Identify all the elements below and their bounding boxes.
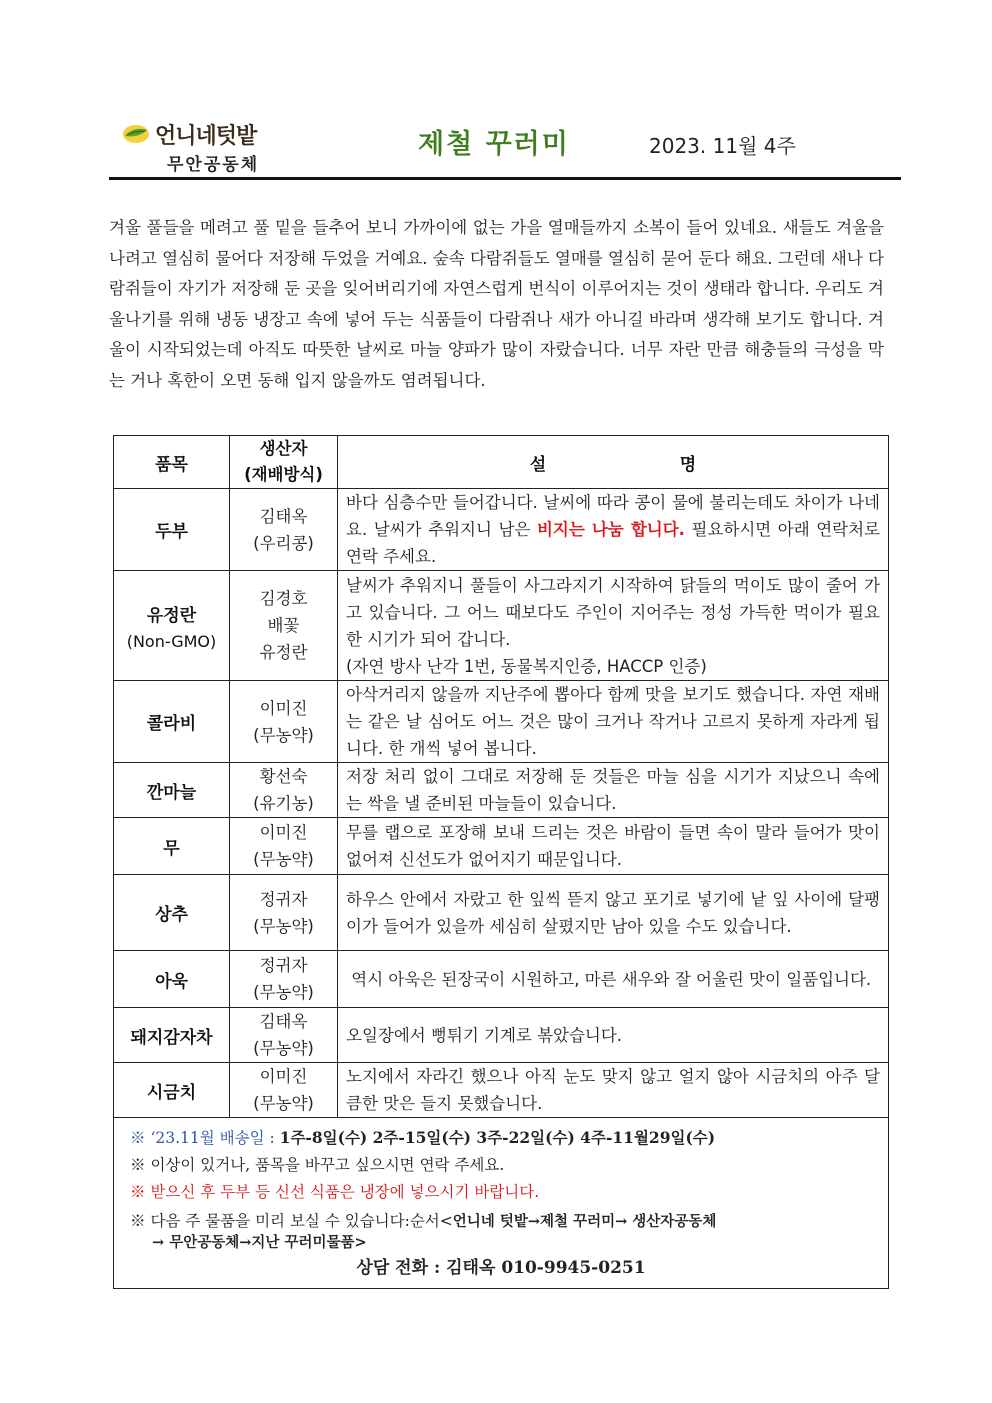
producer-name: 정귀자 bbox=[259, 889, 308, 909]
table-row bbox=[114, 1063, 889, 1118]
producer-name: 정귀자 bbox=[259, 956, 308, 975]
col-header-description bbox=[338, 436, 889, 489]
issue-date: 2023. 11월 4주 bbox=[649, 134, 796, 158]
cultivation-method: (무농약) bbox=[253, 1094, 314, 1113]
header-divider bbox=[109, 177, 901, 180]
logo-subtitle: 무안공동체 bbox=[167, 155, 260, 175]
col-header-producer-label: 생산자 bbox=[259, 439, 308, 458]
contact-note-text: 이상이 있거나, 품목을 바꾸고 싶으시면 연락 주세요. bbox=[150, 1156, 505, 1174]
storage-note bbox=[130, 1179, 872, 1206]
item-name: 무 bbox=[114, 818, 230, 875]
table-header-row bbox=[114, 436, 889, 489]
producer-name: 김태옥 bbox=[259, 506, 308, 526]
note-mark: ※ bbox=[130, 1212, 146, 1230]
highlight-text: 비지는 나눔 합니다. bbox=[536, 520, 685, 539]
item-description bbox=[338, 489, 889, 571]
intro-paragraph: 겨울 풀들을 메려고 풀 밑을 들추어 보니 가까이에 없는 가을 열매들까지 소복이 들어 있네요. 새들도 겨울을 나려고 열심히 물어다 저장해 두었을 거예요. 숲속 다람쥐들도 열매를 열심히 묻어 둔다 해요. 그런데 새나 다람쥐들이 자기가 저장해 둔 곳을 잊어버리기에 자연스럽게 번식이 이루어지는 것이 생태라 합니다. 우리도 겨울나기를 위해 냉동 냉장고 속에 넣어 두는 식품들이 다람쥐나 새가 아니길 바라며 생각해 보기도 합니다. 겨울이 시작되었는데 아직도 따뜻한 날씨로 마늘 양파가 많이 자랐습니다. 너무 자란 만큼 해충들의 극성을 막는 거나 혹한이 오면 동해 입지 않을까도 염려됩니다. bbox=[109, 218, 884, 390]
item-description: 오일장에서 뻥튀기 기계로 볶았습니다. bbox=[338, 1008, 889, 1063]
header bbox=[109, 112, 901, 180]
item-name: 두부 bbox=[114, 489, 230, 571]
logo-text: 언니네텃밭 bbox=[155, 122, 257, 149]
producer-farm: 배꽃 bbox=[267, 616, 300, 635]
producer-cell bbox=[230, 489, 338, 571]
cultivation-method: (무농약) bbox=[253, 916, 314, 936]
description-note: (자연 방사 난각 1번, 동물복지인증, HACCP 인증) bbox=[346, 656, 707, 676]
preview-note-text: 다음 주 물품을 미리 보실 수 있습니다:순서< bbox=[150, 1212, 453, 1230]
cultivation-method: (무농약) bbox=[253, 725, 314, 745]
table-row bbox=[114, 1008, 889, 1063]
items-table bbox=[113, 435, 889, 1289]
producer-cell bbox=[230, 818, 338, 875]
col-header-producer-method: (재배방식) bbox=[244, 465, 323, 484]
producer-name: 김경호 bbox=[259, 589, 308, 608]
delivery-dates: 1주-8일(수) 2주-15일(수) 3주-22일(수) 4주-11월29일(수) bbox=[279, 1128, 716, 1147]
producer-name: 김태옥 bbox=[259, 1012, 308, 1031]
description-text: 바다 심층수만 들어갑니다. 날씨에 따라 콩이 물에 불리는데도 차이가 나네요. 날씨가 추워지니 남은 bbox=[346, 493, 880, 539]
table-row bbox=[114, 875, 889, 951]
note-mark: ※ bbox=[130, 1129, 146, 1147]
item-subtitle: (Non-GMO) bbox=[126, 631, 217, 651]
storage-note-text: 받으신 후 두부 등 신선 식품은 냉장에 넣으시기 바랍니다. bbox=[150, 1183, 540, 1201]
item-name: 시금치 bbox=[114, 1063, 230, 1118]
cultivation-method: 유정란 bbox=[259, 643, 308, 662]
col-header-item: 품목 bbox=[114, 436, 230, 489]
page-title: 제철 꾸러미 bbox=[418, 129, 570, 160]
item-description bbox=[338, 571, 889, 681]
item-description: 무를 랩으로 포장해 보내 드리는 것은 바람이 들면 속이 말라 들어가 맛이 없어져 신선도가 없어지기 때문입니다. bbox=[338, 818, 889, 875]
cultivation-method: (우리콩) bbox=[253, 533, 314, 553]
producer-cell bbox=[230, 1063, 338, 1118]
col-header-producer bbox=[230, 436, 338, 489]
preview-path-cont bbox=[152, 1232, 872, 1253]
producer-name: 이미진 bbox=[259, 698, 308, 718]
item-description: 저장 처리 없이 그대로 저장해 둔 것들은 마늘 심을 시기가 지났으니 속에는 싹을 낼 준비된 마늘들이 있습니다. bbox=[338, 763, 889, 818]
cultivation-method: (무농약) bbox=[253, 1039, 314, 1058]
item-name: 깐마늘 bbox=[114, 763, 230, 818]
contact-phone: 상담 전화 : 김태옥 010-9945-0251 bbox=[356, 1258, 646, 1278]
preview-path-2: → 무안공동체→지난 꾸러미물품> bbox=[152, 1234, 367, 1251]
table-row bbox=[114, 951, 889, 1008]
item-name: 콜라비 bbox=[114, 681, 230, 763]
producer-cell bbox=[230, 763, 338, 818]
producer-name: 황선숙 bbox=[259, 767, 308, 786]
notes-cell bbox=[114, 1118, 889, 1289]
col-header-desc-1: 설 bbox=[529, 454, 547, 475]
note-mark: ※ bbox=[130, 1156, 146, 1174]
producer-name: 이미진 bbox=[259, 1067, 308, 1086]
preview-path: 언니네 텃밭→제철 꾸러미→ 생산자공동체 bbox=[452, 1213, 717, 1230]
producer-cell bbox=[230, 1008, 338, 1063]
item-description: 역시 아욱은 된장국이 시원하고, 마른 새우와 잘 어울린 맛이 일품입니다. bbox=[338, 951, 889, 1008]
description-text: 필요하시면 아래 연락처로 연락 주세요. bbox=[346, 520, 880, 566]
table-row bbox=[114, 571, 889, 681]
cultivation-method: (무농약) bbox=[253, 850, 314, 869]
table-row bbox=[114, 763, 889, 818]
cultivation-method: (유기농) bbox=[253, 794, 314, 813]
description-text: 날씨가 추워지니 풀들이 사그라지기 시작하여 닭들의 먹이도 많이 줄어 가고 있습니다. 그 어느 때보다도 주인이 지어주는 정성 가득한 먹이가 필요한 시기가 되어 갑니다. bbox=[346, 575, 880, 649]
delivery-dates-line bbox=[130, 1124, 872, 1152]
producer-cell bbox=[230, 681, 338, 763]
producer-cell bbox=[230, 571, 338, 681]
item-name: 상추 bbox=[114, 875, 230, 951]
item-cell bbox=[114, 571, 230, 681]
logo bbox=[121, 120, 281, 176]
table-row bbox=[114, 489, 889, 571]
col-header-desc-2: 명 bbox=[679, 454, 697, 475]
producer-cell bbox=[230, 951, 338, 1008]
producer-name: 이미진 bbox=[259, 823, 308, 842]
preview-note bbox=[130, 1211, 872, 1232]
item-description: 아삭거리지 않을까 지난주에 뽑아다 함께 맛을 보기도 했습니다. 자연 재배는 같은 날 심어도 어느 것은 많이 크거나 작거나 고르지 못하게 자라게 됩니다. 한 개씩 넣어 봅니다. bbox=[338, 681, 889, 763]
note-mark: ※ bbox=[130, 1183, 146, 1201]
notes-row bbox=[114, 1118, 889, 1289]
delivery-label: ‘23.11월 배송일 : bbox=[150, 1129, 280, 1147]
producer-cell bbox=[230, 875, 338, 951]
cultivation-method: (무농약) bbox=[253, 983, 314, 1002]
table-row bbox=[114, 818, 889, 875]
item-name: 아욱 bbox=[114, 951, 230, 1008]
item-description: 하우스 안에서 자랐고 한 잎씩 뜯지 않고 포기로 넣기에 낱 잎 사이에 달팽이가 들어가 있을까 세심히 살폈지만 남아 있을 수도 있습니다. bbox=[338, 875, 889, 951]
contact-note bbox=[130, 1152, 872, 1179]
table-row bbox=[114, 681, 889, 763]
leaf-icon bbox=[121, 122, 151, 146]
item-description: 노지에서 자라긴 했으나 아직 눈도 맞지 않고 얼지 않아 시금치의 아주 달큼한 맛은 들지 못했습니다. bbox=[338, 1063, 889, 1118]
item-name: 유정란 bbox=[146, 605, 197, 626]
item-name: 돼지감자차 bbox=[114, 1008, 230, 1063]
